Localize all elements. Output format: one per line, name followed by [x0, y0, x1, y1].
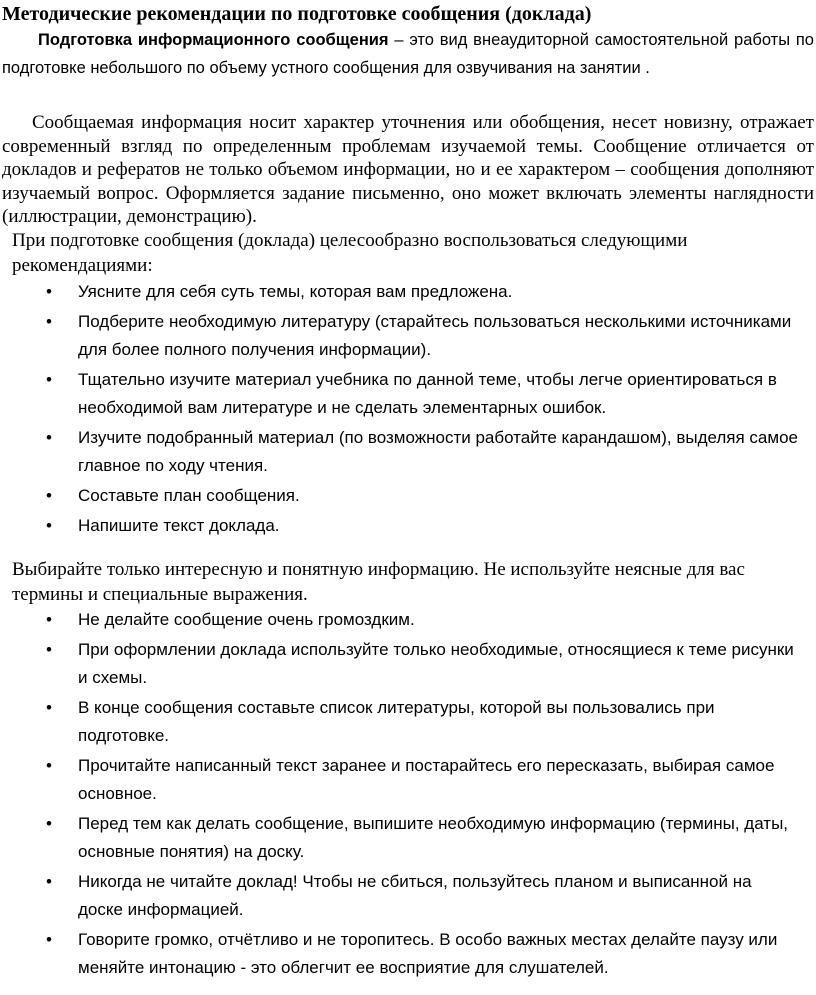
list-item: • Тщательно изучите материал учебника по данной теме, чтобы легче ориентироваться в необходимой вам литературе и не сделать элементарных ошибок.: [0, 366, 798, 422]
recommendations-list: [0, 278, 816, 542]
list-item: • Уясните для себя суть темы, которая вам предложена.: [0, 278, 798, 306]
list-item: • Говорите громко, отчётливо и не торопитесь. В особо важных местах делайте паузу или меняйте интонацию - это облегчит ее восприятие для слушателей.: [0, 926, 798, 982]
intro-term: Подготовка информационного сообщения: [38, 31, 389, 49]
bullet-icon: •: [46, 640, 52, 659]
bullet-icon: •: [46, 814, 52, 833]
bullet-icon: •: [46, 610, 52, 629]
information-lead: Выбирайте только интересную и понятную информацию. Не используйте неясные для вас термины и специальные выражения.: [12, 559, 745, 605]
list-item: • Не делайте сообщение очень громоздким.: [0, 606, 798, 634]
list-item: • Никогда не читайте доклад! Чтобы не сбиться, пользуйтесь планом и выписанной на доске информацией.: [0, 868, 798, 924]
bullet-icon: •: [46, 698, 52, 717]
list-item: • Перед тем как делать сообщение, выпишите необходимую информацию (термины, даты, основные понятия) на доску.: [0, 810, 798, 866]
bullet-icon: •: [46, 312, 52, 331]
list-item: • Напишите текст доклада.: [0, 512, 798, 540]
bullet-icon: •: [46, 516, 52, 535]
bullet-icon: •: [46, 282, 52, 301]
bullet-icon: •: [46, 930, 52, 949]
description-paragraph: Сообщаемая информация носит характер уточнения или обобщения, несет новизну, отражает современный взгляд по определенным проблемам изучаемой темы. Сообщение отличается от докладов и рефератов не только объемом информации, но и ее характером – сообщения дополняют изучаемый вопрос. Оформляется задание письменно, оно может включать элементы наглядности (иллюстрации, демонстрацию).: [2, 112, 814, 227]
document-title: Методические рекомендации по подготовке сообщения (доклада): [2, 3, 592, 25]
intro-definition: – это вид внеаудиторной самостоятельной работы по подготовке небольшого по объему устного сообщения для озвучивания на занятии .: [2, 31, 814, 77]
bullet-icon: •: [46, 428, 52, 447]
intro-paragraph: [2, 26, 814, 82]
bullet-icon: •: [46, 486, 52, 505]
list-item: • При оформлении доклада используйте только необходимые, относящиеся к теме рисунки и схемы.: [0, 636, 798, 692]
recommendations-lead: При подготовке сообщения (доклада) целесообразно воспользоваться следующими рекомендациями:: [12, 230, 688, 276]
bullet-icon: •: [46, 370, 52, 389]
list-item: • Изучите подобранный материал (по возможности работайте карандашом), выделяя самое главное по ходу чтения.: [0, 424, 798, 480]
list-item: • В конце сообщения составьте список литературы, которой вы пользовались при подготовке.: [0, 694, 798, 750]
bullet-icon: •: [46, 872, 52, 891]
presentation-tips-list: [0, 606, 816, 984]
list-item: • Составьте план сообщения.: [0, 482, 798, 510]
bullet-icon: •: [46, 756, 52, 775]
list-item: • Подберите необходимую литературу (старайтесь пользоваться несколькими источниками для более полного получения информации).: [0, 308, 798, 364]
list-item: • Прочитайте написанный текст заранее и постарайтесь его пересказать, выбирая самое основное.: [0, 752, 798, 808]
